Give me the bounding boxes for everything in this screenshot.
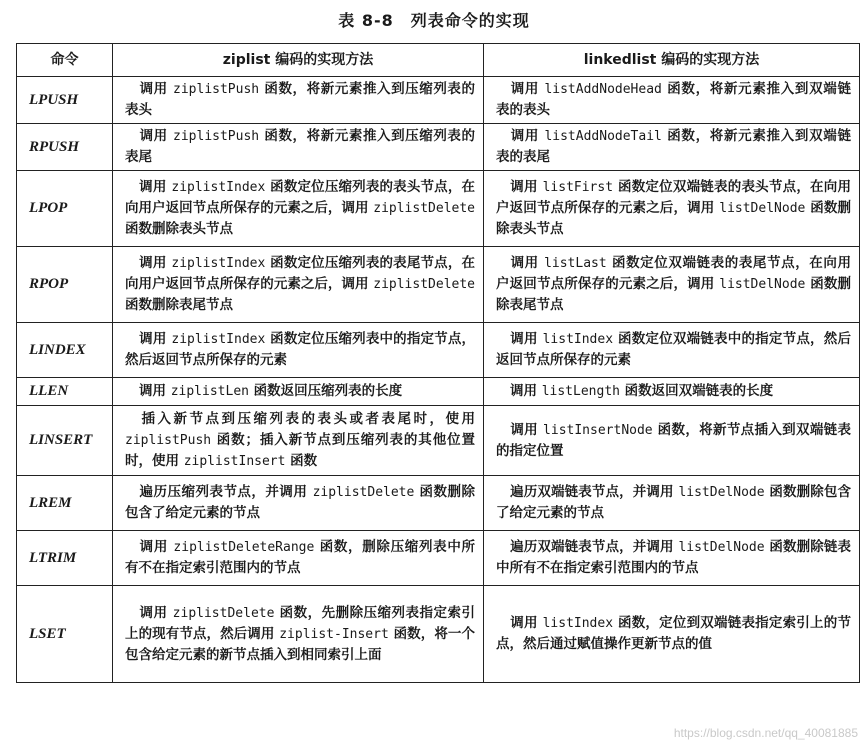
linkedlist-impl-cell xyxy=(484,124,860,171)
watermark: https://blog.csdn.net/qq_40081885 xyxy=(673,726,858,740)
description-text: 调用 xyxy=(510,331,543,347)
description-text: 函数，将新元素推入到双端链表的表尾 xyxy=(496,128,851,165)
description-text: 函数，定位到双端链表指定索引上的节点，然后通过赋值操作更新节点的值 xyxy=(496,615,852,652)
function-name: listInsertNode xyxy=(543,422,653,438)
function-name: ziplistPush xyxy=(125,433,212,448)
description-text: 函数，将新元素推入到双端链表的表头 xyxy=(496,81,851,118)
description-text: 函数 xyxy=(285,453,318,469)
command-cell: LLEN xyxy=(17,378,113,406)
description-text: 函数删除链表中所有不在指定索引范围内的节点 xyxy=(496,539,851,576)
description-text: 遍历压缩列表节点，并调用 xyxy=(139,484,313,500)
description-text: 函数删除表头节点 xyxy=(496,200,851,237)
table-row xyxy=(17,247,860,323)
description-text: 遍历双端链表节点，并调用 xyxy=(510,484,679,500)
description-text: 函数定位双端链表中的指定节点，然后返回节点所保存的元素 xyxy=(496,331,852,368)
ziplist-impl-cell xyxy=(113,323,484,378)
ziplist-impl-cell xyxy=(113,171,484,247)
table-header-row xyxy=(17,44,860,77)
function-name: listDelNode xyxy=(719,201,806,216)
description-text: 函数，将新元素推入到压缩列表的表尾 xyxy=(125,128,475,165)
table-row xyxy=(17,476,860,531)
description-text: 调用 xyxy=(510,128,545,144)
ziplist-impl-cell xyxy=(113,77,484,124)
command-cell: RPOP xyxy=(17,247,113,323)
linkedlist-impl-cell xyxy=(484,378,860,406)
linkedlist-impl-cell xyxy=(484,586,860,683)
description-text: 函数返回压缩列表的长度 xyxy=(248,383,403,399)
description-text: 函数删除包含了给定元素的节点 xyxy=(125,484,475,521)
table-row xyxy=(17,124,860,171)
description-text: 函数定位压缩列表的表头节点，在向用户返回节点所保存的元素之后，调用 xyxy=(125,179,476,216)
function-name: ziplistDelete xyxy=(172,605,275,621)
function-name: listIndex xyxy=(542,616,614,631)
description-text: 调用 xyxy=(139,179,172,195)
ziplist-impl-cell xyxy=(113,247,484,323)
description-text: 函数定位双端链表的表尾节点，在向用户返回节点所保存的元素之后，调用 xyxy=(496,255,851,292)
description-text: 插入新节点到压缩列表的表头或者表尾时，使用 xyxy=(139,411,475,427)
function-name: ziplistPush xyxy=(173,82,260,97)
description-text: 函数定位双端链表的表头节点，在向用户返回节点所保存的元素之后，调用 xyxy=(496,179,852,216)
ziplist-impl-cell xyxy=(113,378,484,406)
description-text: 调用 xyxy=(139,539,174,555)
description-text: 函数，将新元素推入到压缩列表的表头 xyxy=(125,81,475,118)
header-linkedlist: linkedlist 编码的实现方法 xyxy=(484,44,860,77)
table-caption: 表 8-8 列表命令的实现 xyxy=(338,11,530,30)
linkedlist-impl-cell xyxy=(484,171,860,247)
function-name: listLast xyxy=(544,256,607,271)
table-row xyxy=(17,378,860,406)
description-text: 函数删除表头节点 xyxy=(125,221,233,237)
description-text: 调用 xyxy=(510,383,542,399)
function-name: listDelNode xyxy=(678,540,765,555)
description-text: 调用 xyxy=(510,255,545,271)
description-text: 函数；插入新节点到压缩列表的其他位置时，使用 xyxy=(125,432,475,469)
description-text: 函数，先删除压缩列表指定索引上的现有节点，然后调用 xyxy=(125,604,475,642)
table-row xyxy=(17,323,860,378)
ziplist-impl-cell xyxy=(113,476,484,531)
function-name: listIndex xyxy=(542,332,614,347)
command-cell: RPUSH xyxy=(17,124,113,171)
ziplist-impl-cell xyxy=(113,531,484,586)
linkedlist-impl-cell xyxy=(484,247,860,323)
table-row xyxy=(17,406,860,476)
description-text: 调用 xyxy=(510,421,544,438)
command-cell: LPOP xyxy=(17,171,113,247)
function-name: ziplistIndex xyxy=(171,332,266,347)
command-cell: LSET xyxy=(17,586,113,683)
function-name: listAddNodeHead xyxy=(544,82,662,97)
linkedlist-impl-cell xyxy=(484,77,860,124)
description-text: 遍历双端链表节点，并调用 xyxy=(510,539,679,555)
table-row xyxy=(17,171,860,247)
linkedlist-impl-cell xyxy=(484,406,860,476)
description-text: 函数，将一个包含给定元素的新节点插入到相同索引上面 xyxy=(125,625,476,663)
table-row xyxy=(17,531,860,586)
function-name: ziplistDelete xyxy=(373,201,475,216)
function-name: listFirst xyxy=(542,180,614,195)
description-text: 调用 xyxy=(139,81,174,97)
command-cell: LINSERT xyxy=(17,406,113,476)
command-cell: LREM xyxy=(17,476,113,531)
linkedlist-impl-cell xyxy=(484,476,860,531)
function-name: ziplistDelete xyxy=(312,485,415,500)
command-cell: LINDEX xyxy=(17,323,113,378)
description-text: 调用 xyxy=(139,383,171,399)
function-name: listDelNode xyxy=(719,277,806,292)
function-name: ziplistIndex xyxy=(171,256,266,271)
description-text: 函数，删除压缩列表中所有不在指定索引范围内的节点 xyxy=(125,539,475,576)
header-command: 命令 xyxy=(17,44,113,77)
function-name: ziplistDeleteRange xyxy=(173,540,315,555)
description-text: 函数定位压缩列表中的指定节点，然后返回节点所保存的元素 xyxy=(125,331,476,368)
table-row xyxy=(17,77,860,124)
function-name: listAddNodeTail xyxy=(544,129,662,144)
description-text: 调用 xyxy=(139,128,174,144)
function-name: ziplistIndex xyxy=(171,180,266,195)
function-name: ziplistDelete xyxy=(373,277,475,292)
description-text: 函数定位压缩列表的表尾节点，在向用户返回节点所保存的元素之后，调用 xyxy=(125,255,476,292)
description-text: 函数删除表尾节点 xyxy=(125,297,233,313)
function-name: listLength xyxy=(541,384,620,399)
linkedlist-impl-cell xyxy=(484,531,860,586)
table-row xyxy=(17,586,860,683)
description-text: 函数删除包含了给定元素的节点 xyxy=(496,484,851,521)
function-name: ziplistInsert xyxy=(183,454,286,469)
list-commands-table xyxy=(16,43,860,683)
description-text: 调用 xyxy=(510,179,543,195)
description-text: 调用 xyxy=(510,615,543,631)
description-text: 调用 xyxy=(139,331,172,347)
function-name: ziplist-Insert xyxy=(279,626,389,642)
description-text: 函数删除表尾节点 xyxy=(496,276,851,313)
function-name: ziplistPush xyxy=(173,129,260,144)
description-text: 调用 xyxy=(139,255,172,271)
description-text: 函数，将新节点插入到双端链表的指定位置 xyxy=(496,421,852,459)
linkedlist-impl-cell xyxy=(484,323,860,378)
command-cell: LTRIM xyxy=(17,531,113,586)
header-ziplist: ziplist 编码的实现方法 xyxy=(113,44,484,77)
description-text: 函数返回双端链表的长度 xyxy=(619,383,774,399)
function-name: ziplistLen xyxy=(170,384,249,399)
description-text: 调用 xyxy=(139,604,173,621)
ziplist-impl-cell xyxy=(113,124,484,171)
ziplist-impl-cell xyxy=(113,406,484,476)
command-cell: LPUSH xyxy=(17,77,113,124)
function-name: listDelNode xyxy=(678,485,765,500)
ziplist-impl-cell xyxy=(113,586,484,683)
description-text: 调用 xyxy=(510,81,545,97)
